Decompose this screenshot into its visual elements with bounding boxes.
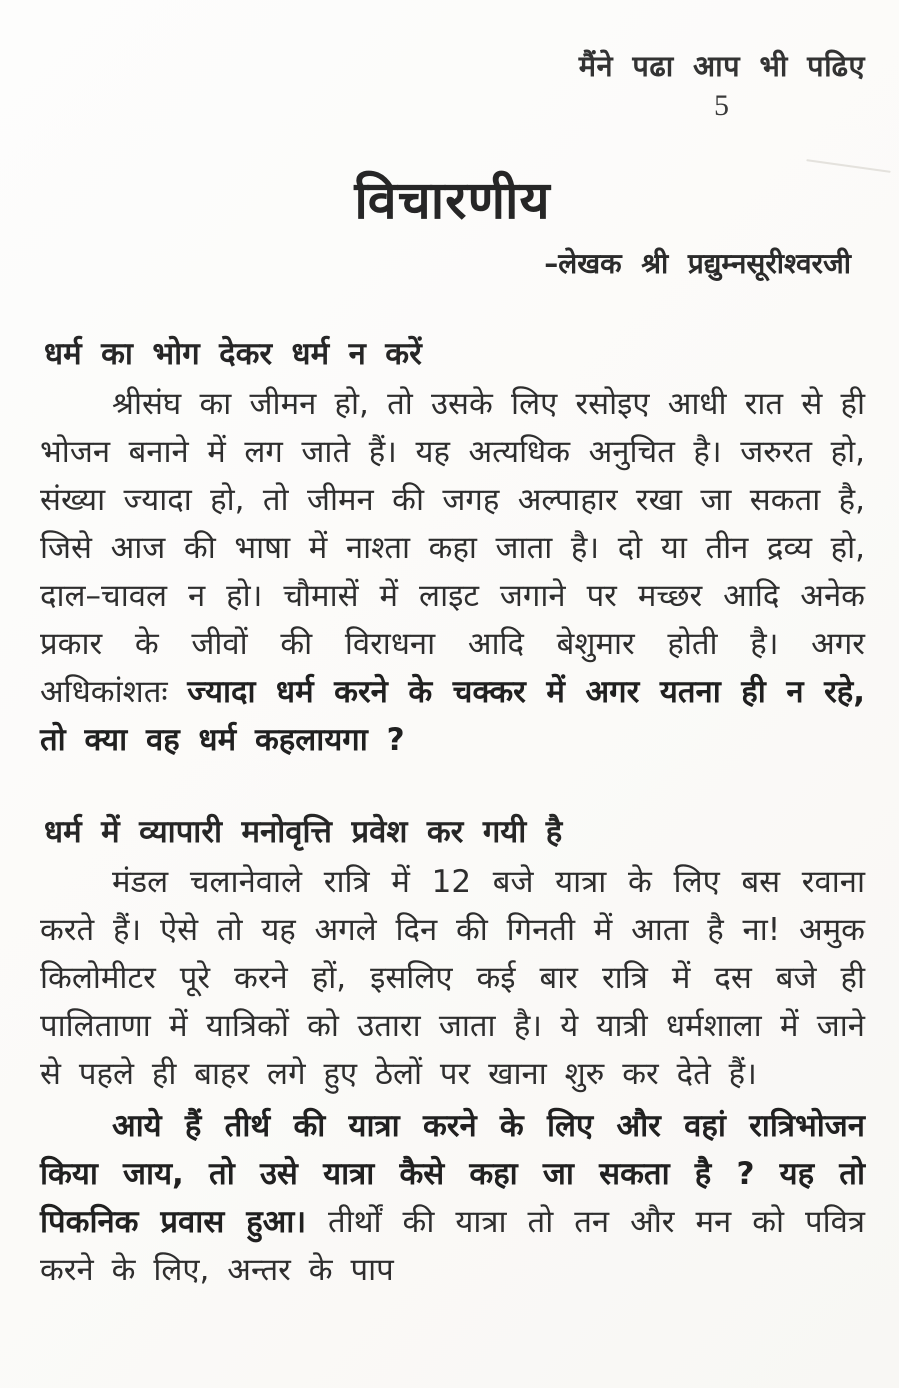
author-byline: –लेखक श्री प्रद्युम्नसूरीश्वरजी (544, 247, 851, 280)
text-run: मंडल चलानेवाले रात्रि में 12 बजे यात्रा के लिए बस रवाना करते हैं। ऐसे तो यह अगले दिन की गिनती में आता है ना! अमुक किलोमीटर पूरे करने हों, इसलिए कई बार रात्रि में दस बजे ही पालिताणा में यात्रिकों को उतारा जाता है। ये यात्री धर्मशाला में जाने से पहले ही बाहर लगे हुए ठेलों पर खाना शुरु कर देते हैं। (40, 864, 865, 1092)
paragraph (40, 380, 865, 764)
running-header: मैंने पढा आप भी पढिए (578, 49, 865, 83)
text-run: श्रीसंघ का जीमन हो, तो उसके लिए रसोइए आधी रात से ही भोजन बनाने में लग जाते हैं। यह अत्यधिक अनुचित है। जरुरत हो, संख्या ज्यादा हो, तो जीमन की जगह अल्पाहार रखा जा सकता है, जिसे आज की भाषा में नाश्ता कहा जाता है। दो या तीन द्रव्य हो, दाल–चावल न हो। चौमासें में लाइट जगाने पर मच्छर आदि अनेक प्रकार के जीवों की विराधना आदि बेशुमार होती है। अगर अधिकांशतः (40, 386, 865, 710)
section-heading: धर्म का भोग देकर धर्म न करें (44, 336, 422, 372)
page-number: 5 (714, 89, 729, 122)
paragraph (40, 1102, 865, 1294)
section-heading: धर्म में व्यापारी मनोवृत्ति प्रवेश कर गयी है (44, 814, 563, 850)
text-run: तीर्थों की यात्रा तो तन और मन को पवित्र करने के लिए, अन्तर के पाप (40, 1204, 865, 1288)
paragraph (40, 858, 865, 1098)
bold-text-run: ज्यादा धर्म करने के चक्कर में अगर यतना ही न रहे, तो क्या वह धर्म कहलायगा ? (40, 674, 865, 758)
content-sections (40, 332, 865, 1294)
bold-text-run: आये हैं तीर्थ की यात्रा करने के लिए और वहां रात्रिभोजन किया जाय, तो उसे यात्रा कैसे कहा जा सकता है ? यह तो पिकनिक प्रवास हुआ। (40, 1108, 865, 1240)
chapter-title: विचारणीय (354, 171, 551, 231)
